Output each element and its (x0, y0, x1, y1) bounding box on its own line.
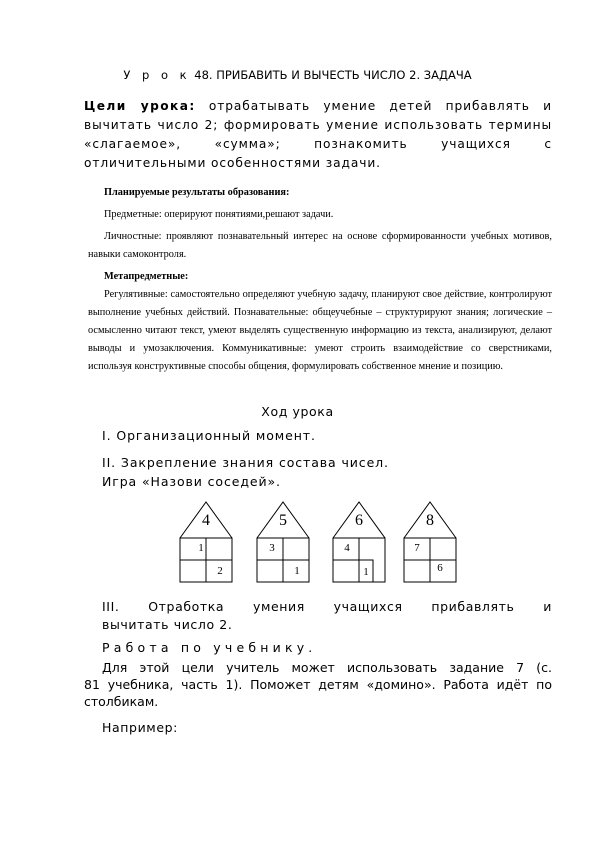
house-cell-number: 7 (414, 542, 420, 554)
number-house (333, 494, 385, 582)
house-cell-number: 2 (217, 565, 223, 577)
title-prefix: У р о к (123, 68, 191, 82)
course-heading: Ход урока (261, 404, 334, 419)
outcomes-meta-heading: Метапредметные: (104, 271, 189, 282)
goals-text: отрабатывать умение детей прибавлять и вычитать число 2; формировать умение использовать термины «слагаемое», «сумма»; познакомить учащихся с отличительными особенностями задачи. (84, 99, 552, 170)
house-cell-number: 1 (198, 542, 204, 554)
outcomes-subject: Предметные: оперируют понятиями,решают задачи. (104, 209, 334, 220)
section-1-heading: I. Организационный момент. (102, 428, 316, 443)
number-house (257, 494, 309, 582)
house-cell-number: 1 (294, 565, 300, 577)
number-houses (180, 494, 443, 584)
house-cell-number: 4 (344, 542, 350, 554)
section-2-heading: II. Закрепление знания состава чисел. (102, 455, 389, 470)
house-cell-number: 6 (437, 562, 443, 574)
house-top-number: 5 (279, 512, 287, 529)
number-house (180, 494, 232, 582)
house-top-number: 6 (355, 512, 363, 529)
house-top-number: 8 (426, 512, 434, 529)
house-cell-number: 3 (269, 542, 275, 554)
lesson-goals (84, 97, 552, 173)
title-text: 48. ПРИБАВИТЬ И ВЫЧЕСТЬ ЧИСЛО 2. ЗАДАЧА (190, 68, 472, 82)
game-title: Игра «Назови соседей». (102, 474, 281, 489)
textbook-work-text: Для этой цели учитель может использовать задание 7 (с. 81 учебника, часть 1). Поможет детям «домино». Работа идёт по столбикам. (84, 660, 552, 709)
example-label: Например: (102, 720, 178, 735)
planned-outcomes (88, 184, 552, 376)
lesson-title (0, 68, 595, 82)
outcomes-meta-text: Регулятивные: самостоятельно определяют учебную задачу, планируют свое действие, контролируют выполнение учебных действий. Познавательные: общеучебные – структурируют знания; логические – осмысленно читают текст, умеют выделять существенную информацию из текста, анализируют, делают выводы и умозаключения. Коммуникативные: умеют строить взаимодействие со сверстниками, используя конструктивные способы общения, формулировать собственное мнение и позицию. (88, 289, 552, 372)
house-top-number: 4 (202, 512, 210, 529)
goals-label: Цели урока: (84, 99, 196, 113)
house-cell-number: 1 (363, 566, 369, 578)
section-3-heading: III. Отработка умения учащихся прибавлять и вычитать число 2. (102, 599, 552, 632)
number-house (404, 494, 456, 582)
outcomes-heading: Планируемые результаты образования: (104, 187, 290, 198)
textbook-work-heading: Работа по учебнику. (102, 640, 317, 655)
outcomes-personal: Личностные: проявляют познавательный интерес на основе сформированности учебных мотивов, навыки самоконтроля. (88, 231, 552, 260)
